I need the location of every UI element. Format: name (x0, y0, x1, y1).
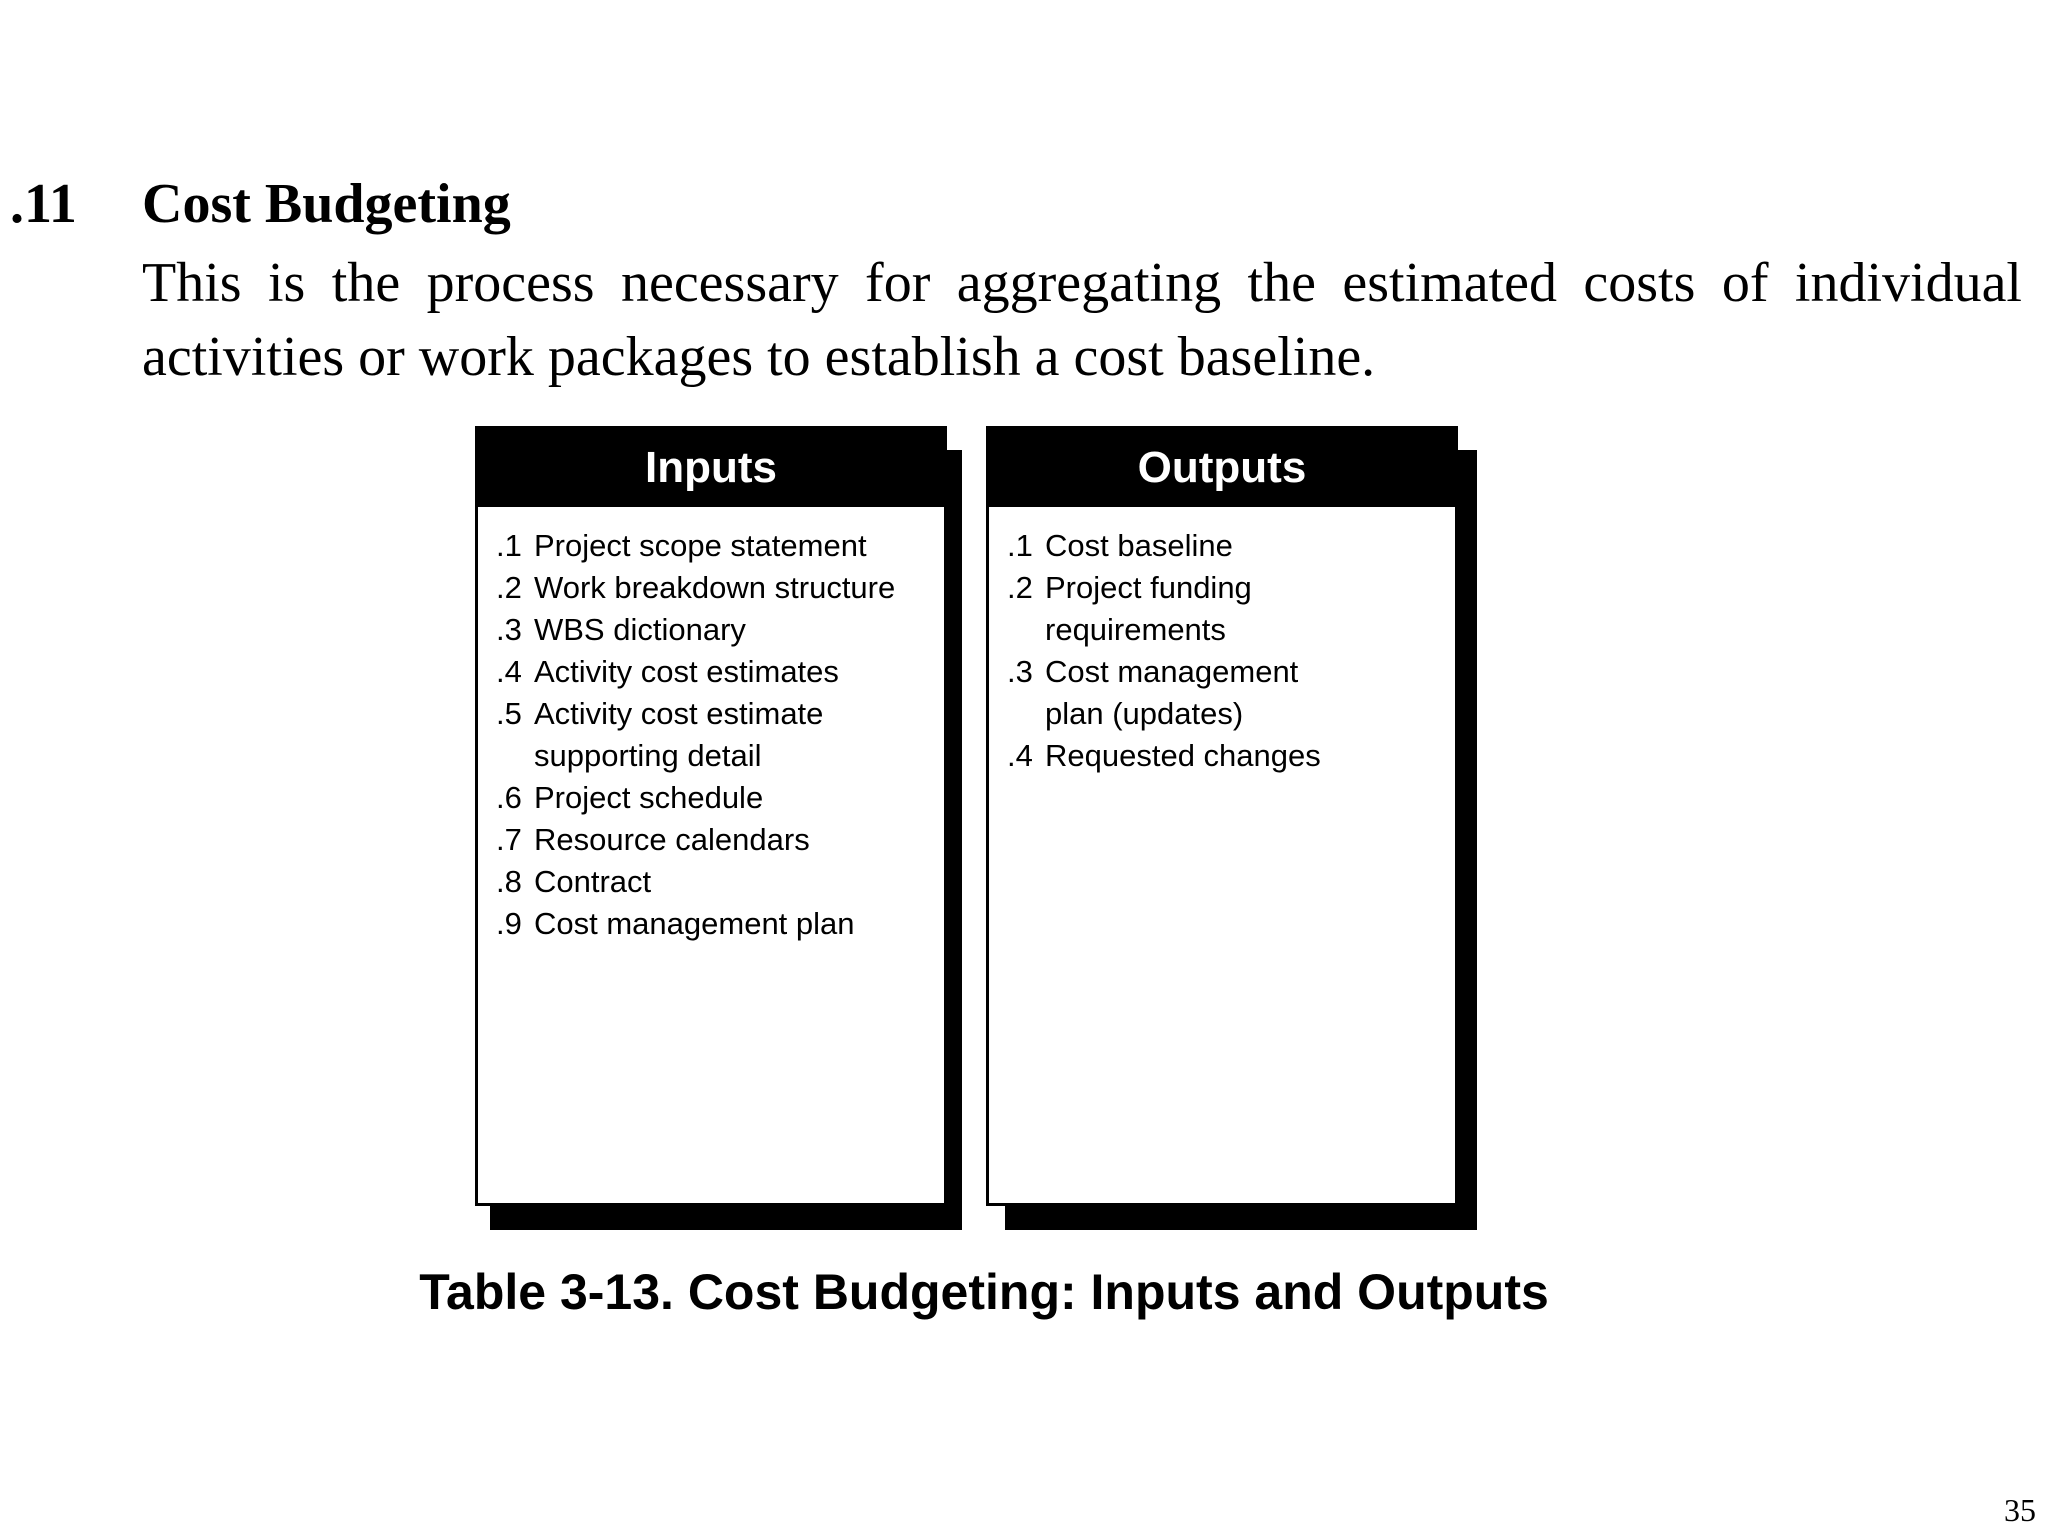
item-number: .3 (1007, 654, 1033, 689)
outputs-list (989, 507, 1455, 777)
item-number: .4 (1007, 738, 1033, 773)
inputs-item (496, 609, 934, 651)
item-number: .3 (496, 612, 522, 647)
inputs-item (496, 819, 934, 861)
inputs-item (496, 903, 934, 945)
section-body: This is the process necessary for aggregating the estimated costs of individual activities or work packages to establish a cost baseline. (142, 252, 2022, 388)
inputs-list (478, 507, 944, 945)
item-number: .6 (496, 780, 522, 815)
inputs-item (496, 777, 934, 819)
item-text: WBS dictionary (534, 612, 746, 647)
item-text: Resource calendars (534, 822, 810, 857)
inputs-item (496, 651, 934, 693)
item-text: Project scope statement (534, 528, 867, 563)
outputs-item (1007, 567, 1445, 651)
item-number: .4 (496, 654, 522, 689)
item-text: Project schedule (534, 780, 764, 815)
item-number: .1 (1007, 528, 1033, 563)
item-text: Cost management plan (534, 906, 855, 941)
item-number: .8 (496, 864, 522, 899)
item-text: Activity cost estimates (534, 654, 839, 689)
outputs-header: Outputs (989, 429, 1455, 507)
inputs-item (496, 861, 934, 903)
outputs-item (1007, 735, 1445, 777)
section-title: Cost Budgeting (142, 173, 511, 235)
item-number: .2 (1007, 570, 1033, 605)
outputs-item (1007, 651, 1445, 735)
item-text: Activity cost estimate supporting detail (534, 696, 824, 773)
inputs-item (496, 693, 934, 777)
table-caption: Table 3-13. Cost Budgeting: Inputs and Outputs (419, 1264, 1549, 1320)
item-number: .7 (496, 822, 522, 857)
section-number: .11 (10, 173, 77, 235)
inputs-item (496, 567, 934, 609)
outputs-item (1007, 525, 1445, 567)
item-number: .2 (496, 570, 522, 605)
outputs-box (986, 426, 1458, 1206)
item-text: Cost baseline (1045, 528, 1233, 563)
item-text: Project funding requirements (1045, 570, 1252, 647)
item-number: .9 (496, 906, 522, 941)
item-text: Cost management plan (updates) (1045, 654, 1299, 731)
inputs-box (475, 426, 947, 1206)
item-text: Work breakdown structure (534, 570, 896, 605)
page-number: 35 (2004, 1492, 2036, 1528)
item-number: .1 (496, 528, 522, 563)
item-text: Requested changes (1045, 738, 1321, 773)
item-text: Contract (534, 864, 652, 899)
item-number: .5 (496, 696, 522, 731)
inputs-item (496, 525, 934, 567)
inputs-header: Inputs (478, 429, 944, 507)
